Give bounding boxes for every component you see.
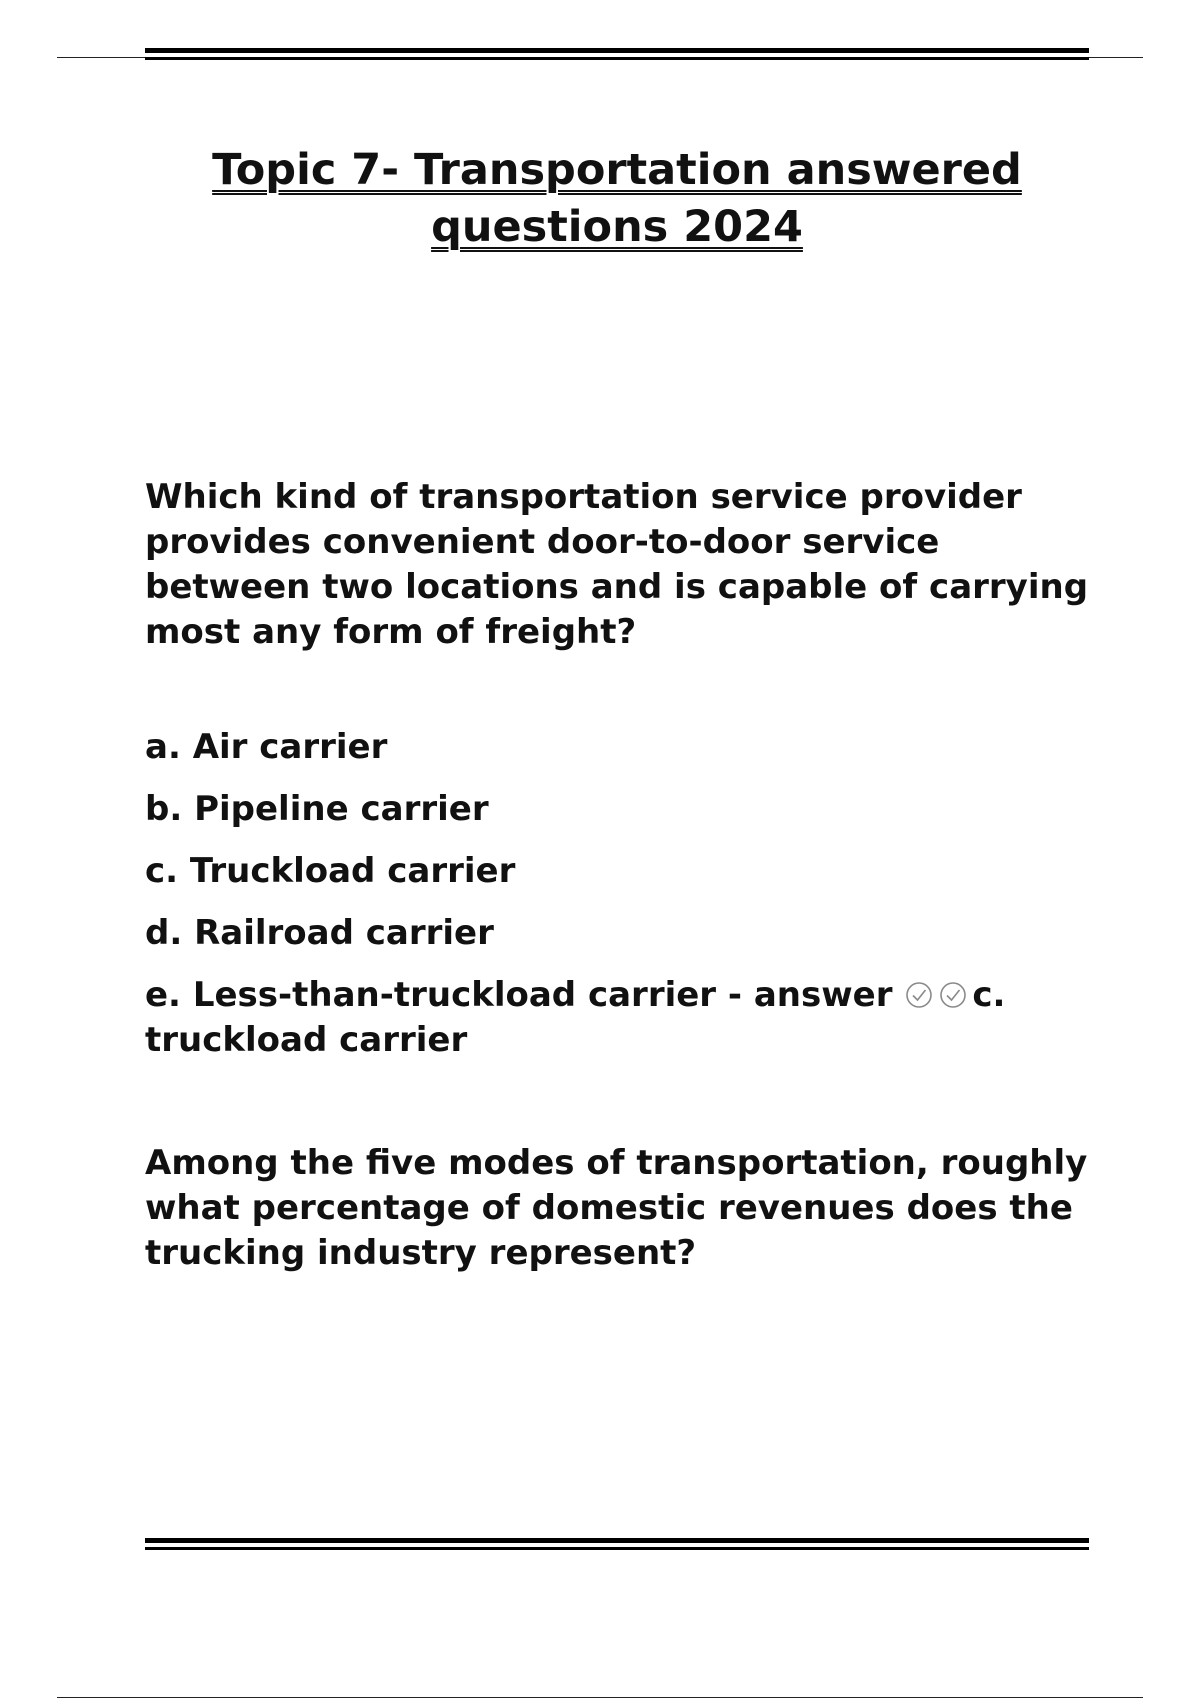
document-body xyxy=(145,475,1090,1276)
check-circle-icon xyxy=(938,980,972,1010)
option-b: b. Pipeline carrier xyxy=(145,789,489,829)
question-1-text: Which kind of transportation service provider provides convenient door-to-door service between two locations and is capable of carrying most any form of freight? xyxy=(145,477,1089,652)
page-title xyxy=(145,142,1089,256)
option-e-with-answer xyxy=(145,973,1090,1063)
answer-text: c. truckload carrier xyxy=(145,975,1006,1060)
check-circle-icon xyxy=(904,980,938,1010)
option-a: a. Air carrier xyxy=(145,727,388,767)
question-2-text: Among the five modes of transportation, roughly what percentage of domestic revenues does the trucking industry represent? xyxy=(145,1143,1088,1273)
page-title-line-2: questions 2024 xyxy=(431,202,803,252)
option-d: d. Railroad carrier xyxy=(145,913,494,953)
option-e-text: e. Less-than-truckload carrier - answer xyxy=(145,975,893,1015)
header-double-rule xyxy=(145,48,1089,60)
question-1-options xyxy=(145,725,1090,1063)
option-c: c. Truckload carrier xyxy=(145,851,516,891)
page-title-line-1: Topic 7- Transportation answered xyxy=(212,145,1022,195)
page-bottom-edge-line xyxy=(57,1697,1143,1698)
footer-double-rule xyxy=(145,1538,1089,1550)
